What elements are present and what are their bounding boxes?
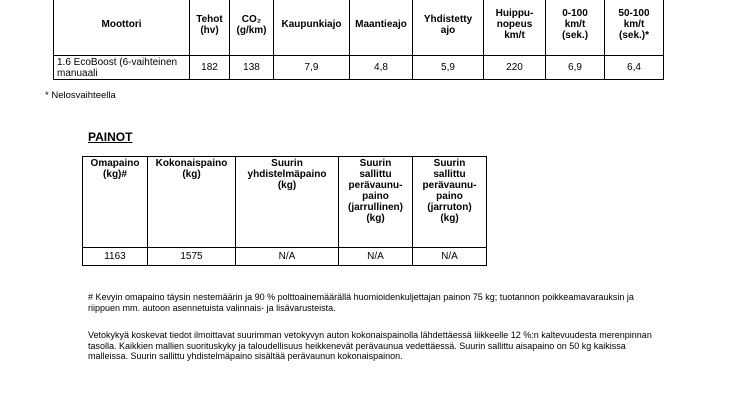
engine-header-row [54,0,664,56]
header-co2: CO₂ (g/km) [230,0,274,56]
jarrullinen-cell: N/A [339,248,413,266]
header-yhdistelmapaino: Suurin yhdistelmäpaino (kg) [236,157,339,248]
highway-cell: 4,8 [350,56,413,80]
footnote: * Nelosvaihteella [45,90,116,101]
table-row [83,248,487,266]
section-title-painot: PAINOT [88,130,133,144]
table-row [54,56,664,80]
header-omapaino: Omapaino (kg)# [83,157,148,248]
header-0-100: 0-100 km/t (sek.) [546,0,605,56]
towing-note-paragraph: Vetokykyä koskevat tiedot ilmoittavat suurimman vetokyvyn auton kokonaispainolla lähdettäessä liikkeelle 12 %:n kaltevuudesta merenpinnan tasolla. Kaikkien mallien suorituskyky ja taloudellisuus heikkenevät perävaunua vedettäessä. Suurin sallittu aisapaino on 50 kg kaikissa malleissa. Suurin sallittu yhdistelmäpaino sisältää perävaunun kokonaispainon. [88,330,652,361]
header-maantieajo: Maantieajo [350,0,413,56]
omapaino-cell: 1163 [83,248,148,266]
power-cell: 182 [190,56,230,80]
accel-50-100-cell: 6,4 [605,56,664,80]
header-huippunopeus: Huippu- nopeus km/t [484,0,546,56]
header-tehot: Tehot (hv) [190,0,230,56]
weights-table [82,156,487,266]
header-kokonaispaino: Kokonaispaino (kg) [148,157,236,248]
jarruton-cell: N/A [413,248,487,266]
header-jarrullinen: Suurin sallittu perävaunu- paino (jarrullinen) (kg) [339,157,413,248]
kokonaispaino-cell: 1575 [148,248,236,266]
header-yhdistetty: Yhdistetty ajo [413,0,484,56]
engine-specs-table [53,0,664,80]
weights-header-row [83,157,487,248]
combined-cell: 5,9 [413,56,484,80]
header-kaupunkiajo: Kaupunkiajo [274,0,350,56]
yhdistelmapaino-cell: N/A [236,248,339,266]
header-jarruton: Suurin sallittu perävaunu- paino (jarruton) (kg) [413,157,487,248]
co2-cell: 138 [230,56,274,80]
header-50-100: 50-100 km/t (sek.)* [605,0,664,56]
top-speed-cell: 220 [484,56,546,80]
header-moottori: Moottori [54,0,190,56]
engine-cell: 1.6 EcoBoost (6-vaihteinen manuaali [54,56,190,80]
weight-note-paragraph: # Kevyin omapaino täysin nestemäärin ja 90 % polttoainemäärällä huomioidenkuljettajan painon 75 kg; tuotannon poikkeamavarauksin ja riippuen mm. autoon asennetuista valinnais- ja lisävarusteista. [88,292,634,313]
city-cell: 7,9 [274,56,350,80]
accel-0-100-cell: 6,9 [546,56,605,80]
